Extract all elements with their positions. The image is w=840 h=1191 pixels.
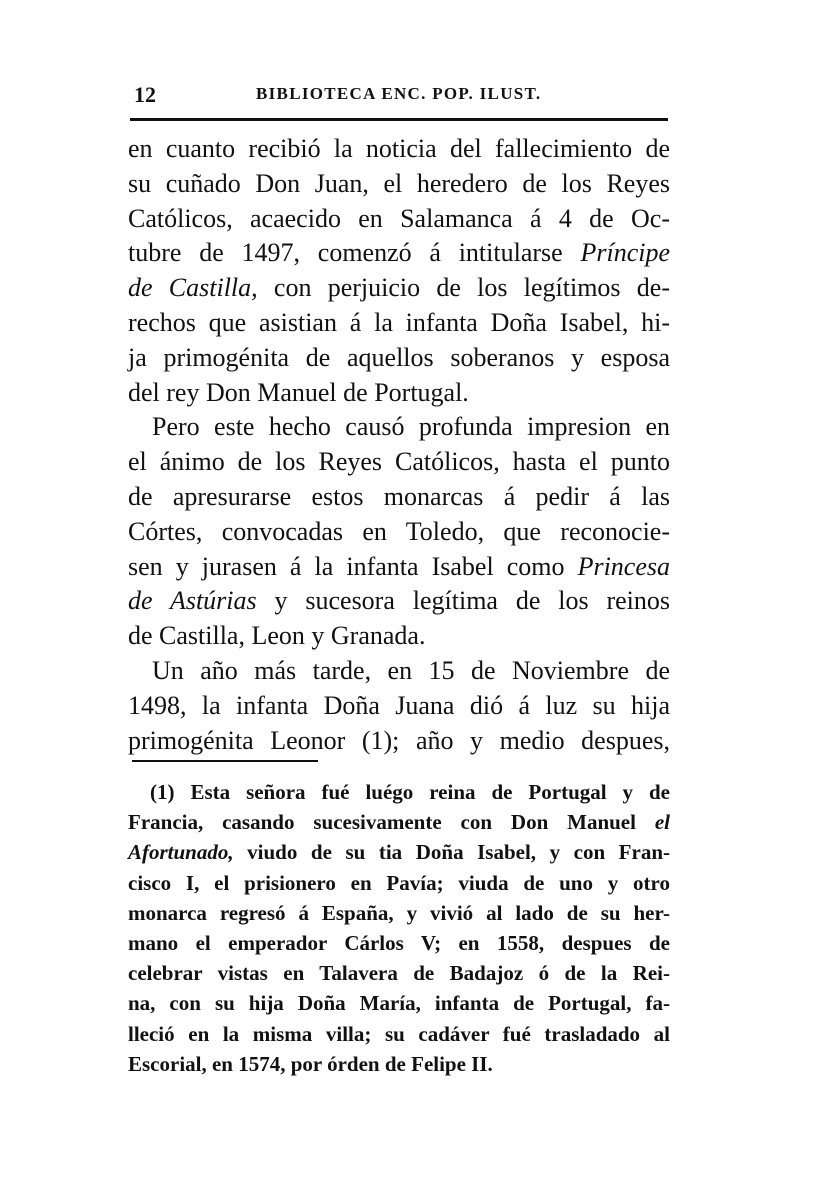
footnote-line: cisco I, el prisionero en Pavía; viuda de uno y otro (128, 870, 670, 895)
italic-title: de Astúrias (128, 586, 257, 616)
body-line: Córtes, convocadas en Toledo, que reconocie- (128, 516, 670, 546)
footnote-text-segment: viudo de su tia Doña Isabel, y con Fran- (247, 840, 670, 865)
body-line: en cuanto recibió la noticia del fallecimiento de (128, 134, 670, 163)
footnote-line: na, con su hija Doña María, infanta de Portugal, fa- (128, 991, 670, 1016)
body-line: Pero este hecho causó profunda impresion en (152, 412, 670, 442)
body-line (128, 584, 670, 619)
footnote-line: (1) Esta señora fué luégo reina de Portugal y de (150, 780, 670, 804)
body-text (128, 132, 670, 758)
italic-title: de Castilla, (128, 273, 258, 303)
body-text-segment: con perjuicio de los legítimos de- (273, 273, 670, 303)
italic-epithet: el (654, 810, 671, 835)
footnote-line: celebrar vistas en Talavera de Badajoz ó de la Rei- (128, 961, 670, 986)
header-rule (130, 118, 668, 121)
body-line: rechos que asistian á la infanta Doña Isabel, hi- (128, 307, 670, 337)
page-header (134, 82, 668, 114)
body-line: de apresurarse estos monarcas á pedir á las (128, 481, 670, 511)
footnote-text-segment: Francia, casando sucesivamente con Don Manuel (128, 810, 636, 835)
footnote-line (128, 807, 670, 837)
body-line: de Castilla, Leon y Granada. (128, 621, 426, 651)
body-text-segment: y sucesora legítima de los reinos (274, 586, 670, 616)
body-line (128, 271, 670, 306)
footnote-line: monarca regresó á España, y vivió al lado de su her- (128, 900, 670, 925)
body-line (128, 550, 670, 585)
body-text-segment: sen y jurasen á la infanta Isabel como (128, 551, 565, 581)
body-line: ja primogénita de aquellos soberanos y esposa (128, 342, 670, 372)
footnote-line: Escorial, en 1574, por órden de Felipe II. (128, 1051, 493, 1076)
body-line: Católicos, acaecido en Salamanca á 4 de Oc- (128, 203, 670, 233)
italic-title: Príncipe (580, 238, 670, 268)
body-line: el ánimo de los Reyes Católicos, hasta el punto (128, 447, 670, 477)
running-head: BIBLIOTECA ENC. POP. ILUST. (256, 84, 542, 103)
body-line: del rey Don Manuel de Portugal. (128, 377, 469, 407)
body-line: primogénita Leonor (1); año y medio despues, (128, 725, 670, 755)
page-number: 12 (134, 82, 156, 107)
footnote-line: lleció en la misma villa; su cadáver fué trasladado al (128, 1021, 670, 1046)
footnote-rule (132, 760, 318, 762)
body-text-segment: tubre de 1497, comenzó á intitularse (128, 238, 563, 268)
italic-title: Princesa (577, 551, 670, 581)
body-line (128, 236, 670, 271)
body-line: Un año más tarde, en 15 de Noviembre de (152, 655, 670, 685)
italic-epithet: Afortunado, (128, 840, 234, 865)
body-line: su cuñado Don Juan, el heredero de los Reyes (128, 168, 670, 198)
footnote-line (128, 837, 670, 867)
footnote (128, 777, 670, 1079)
footnote-line: mano el emperador Cárlos V; en 1558, despues de (128, 931, 670, 956)
body-line: 1498, la infanta Doña Juana dió á luz su hija (128, 690, 670, 720)
